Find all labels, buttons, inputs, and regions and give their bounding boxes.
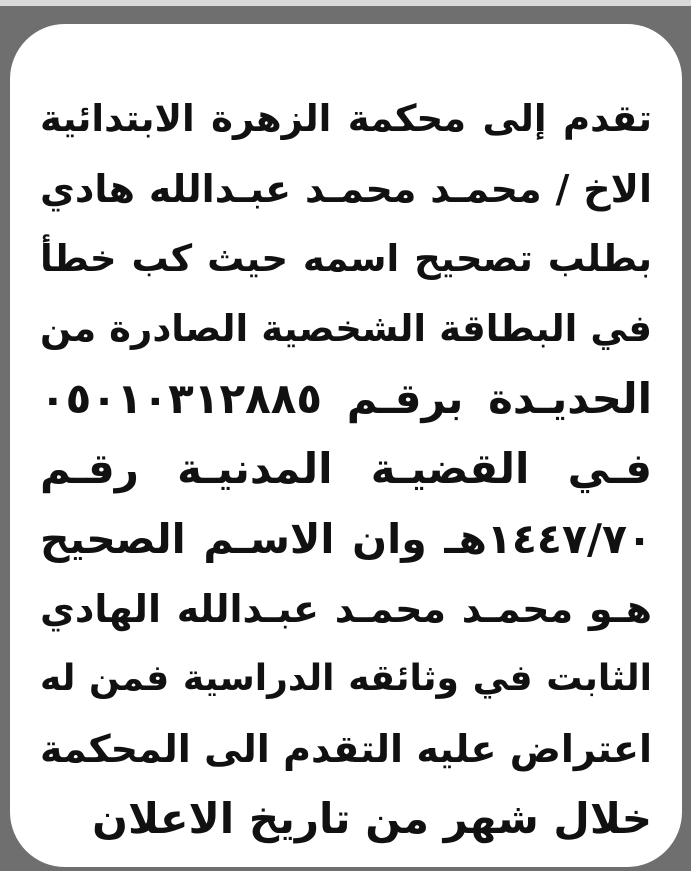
notice-card — [10, 24, 682, 867]
notice-line: اعتراض عليه التقدم الى المحكمة — [40, 727, 652, 771]
notice-line: بطلب تصحيح اسمه حيث كب خطأ — [40, 237, 652, 280]
notice-line: ١٤٤٧/٧٠هـ وان الاسـم الصحيح — [40, 515, 652, 563]
notice-line: هـو محمـد محمـد عبـدالله الهادي — [40, 587, 652, 631]
notice-line: في البطاقة الشخصية الصادرة من — [40, 307, 652, 350]
notice-line: الاخ / محمـد محمـد عبـدالله هادي — [40, 167, 652, 211]
notice-line: تقدم إلى محكمة الزهرة الابتدائية — [40, 97, 652, 140]
notice-line: خلال شهر من تاريخ الاعلان — [92, 794, 652, 843]
notice-text — [40, 84, 652, 854]
notice-line: فـي القضيـة المدنيـة رقـم — [40, 444, 652, 493]
notice-line: الثابت في وثائقه الدراسية فمن له — [40, 658, 652, 699]
notice-line: الحديـدة برقـم ٠٥٠١٠٣١٢٨٨٥ — [40, 374, 652, 423]
